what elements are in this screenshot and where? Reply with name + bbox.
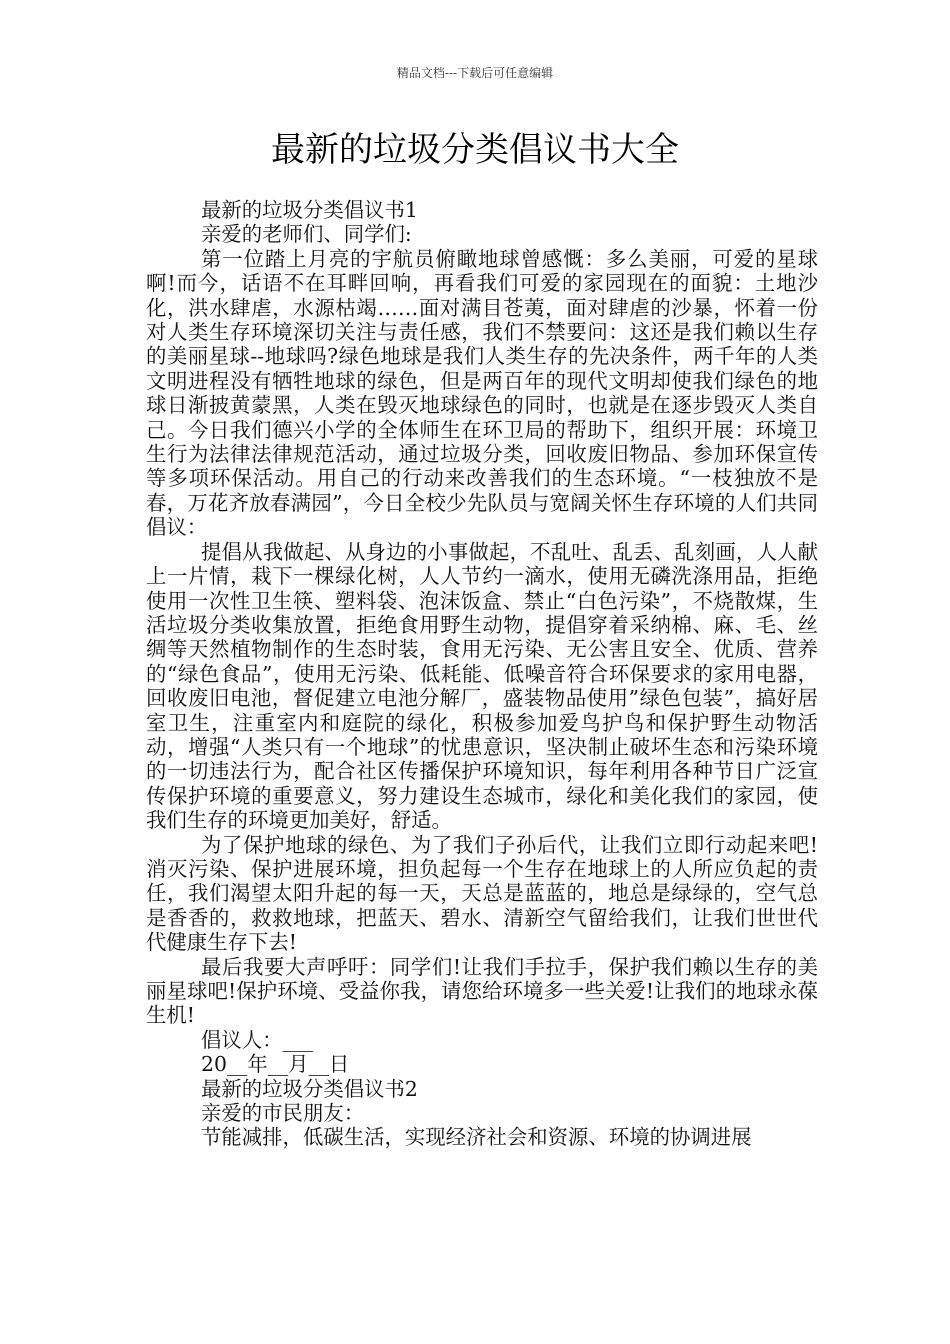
document-title: 最新的垃圾分类倡议书大全 [271, 130, 679, 170]
paragraph: 最后我要大声呼吁：同学们!让我们手拉手，保护我们赖以生存的美丽星球吧!保护环境、受益你我，请您给环境多一些关爱!让我们的地球永葆生机! [146, 954, 818, 1028]
paragraph: 为了保护地球的绿色、为了我们子孙后代，让我们立即行动起来吧!消灭污染、保护进展环境，担负起每一个生存在地球上的人所应负起的责任，我们渴望太阳升起的每一天，天总是蓝蓝的，地总是绿绿的，空气总是香香的，救救地球，把蓝天、碧水、清新空气留给我们，让我们世世代代健康生存下去! [146, 832, 818, 955]
salutation-2: 亲爱的市民朋友： [201, 1101, 365, 1126]
salutation-1: 亲爱的老师们、同学们: [201, 222, 412, 247]
document-body [146, 198, 818, 1150]
section-heading-1: 最新的垃圾分类倡议书1 [201, 198, 418, 222]
signature-line: 倡议人：___ [201, 1027, 314, 1052]
date-line: 20__年__月__日 [201, 1052, 350, 1077]
section-heading-2: 最新的垃圾分类倡议书2 [201, 1076, 418, 1101]
paragraph: 提倡从我做起、从身边的小事做起，不乱吐、乱丢、乱刻画，人人献上一片情，栽下一棵绿化树，人人节约一滴水，使用无磷洗涤用品，拒绝使用一次性卫生筷、塑料袋、泡沫饭盒、禁止“白色污染”，不烧散煤，生活垃圾分类收集放置，拒绝食用野生动物，提倡穿着采纳棉、麻、毛、丝绸等天然植物制作的生态时装，食用无污染、无公害且安全、优质、营养的“绿色食品”，使用无污染、低耗能、低噪音符合环保要求的家用电器，回收废旧电池，督促建立电池分解厂，盛装物品使用”绿色包装”，搞好居室卫生，注重室内和庭院的绿化，积极参加爱鸟护鸟和保护野生动物活动，增强“人类只有一个地球”的忧患意识，坚决制止破坏生态和污染环境的一切违法行为，配合社区传播保护环境知识，每年利用各种节日广泛宣传保护环境的重要意义，努力建设生态城市，绿化和美化我们的家园，使我们生存的环境更加美好，舒适。 [146, 539, 818, 833]
paragraph: 节能减排，低碳生活，实现经济社会和资源、环境的协调进展 [201, 1125, 752, 1150]
paragraph: 第一位踏上月亮的宇航员俯瞰地球曾感慨：多么美丽，可爱的星球啊!而今，话语不在耳畔回响，再看我们可爱的家园现在的面貌：土地沙化，洪水肆虐，水源枯竭……面对满目苍荑，面对肆虐的沙暴，怀着一份对人类生存环境深切关注与责任感，我们不禁要问：这还是我们赖以生存的美丽星球--地球吗?绿色地球是我们人类生存的先决条件，两千年的人类文明进程没有牺牲地球的绿色，但是两百年的现代文明却使我们绿色的地球日渐披黄蒙黑，人类在毁灭地球绿色的同时，也就是在逐步毁灭人类自己。今日我们德兴小学的全体师生在环卫局的帮助下，组织开展：环境卫生行为法律法律规范活动，通过垃圾分类，回收废旧物品、参加环保宣传等多项环保活动。用自己的行动来改善我们的生态环境。“一枝独放不是春，万花齐放春满园”，今日全校少先队员与宽阔关怀生存环境的人们共同倡议： [146, 246, 818, 540]
header-note: 精品文档---下载后可任意编辑 [396, 66, 554, 80]
